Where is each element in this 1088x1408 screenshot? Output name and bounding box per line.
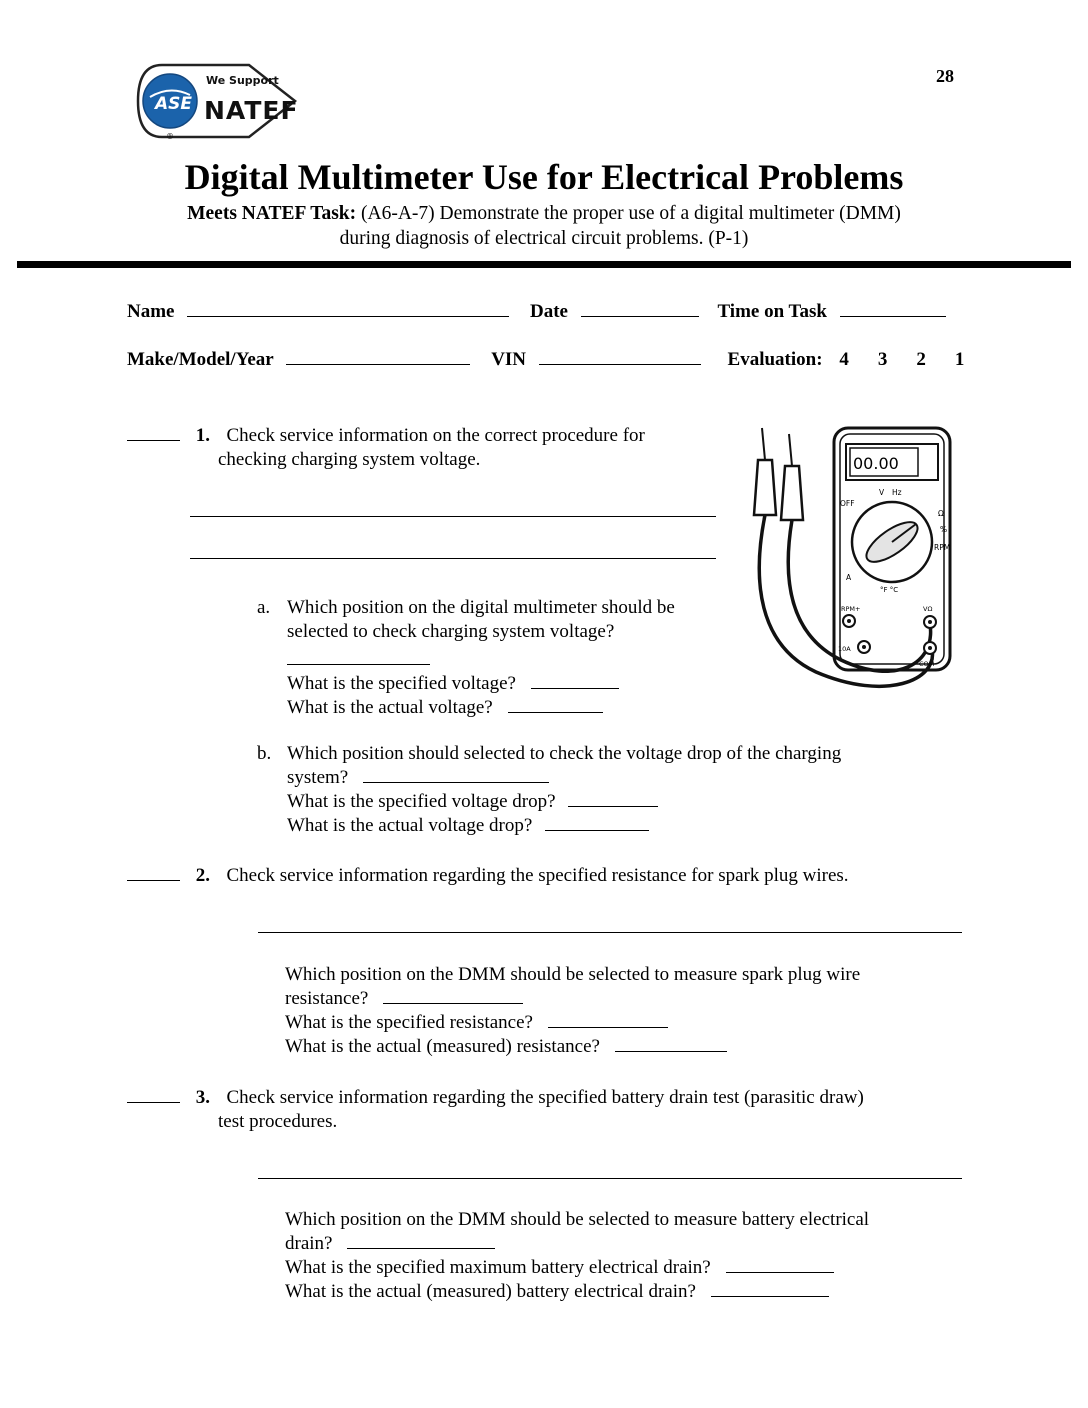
task-1-answer-line-1 [190, 516, 716, 517]
question-1b-q2-blank [545, 816, 649, 831]
question-1a-line-2: selected to check charging system voltage? [287, 621, 615, 642]
question-2-q3: What is the actual (measured) resistance? [285, 1036, 600, 1057]
task-2 [127, 864, 1057, 888]
question-1a-position-blank [287, 650, 430, 665]
question-1b-letter: b. [257, 743, 272, 764]
form-row-vehicle [127, 348, 1027, 372]
time-on-task-label: Time on Task [717, 301, 827, 322]
dial-off-label: OFF [840, 499, 855, 508]
jack-com-label: COM [919, 660, 935, 668]
task-statement-text: (A6-A-7) Demonstrate the proper use of a digital multimeter (DMM) [361, 203, 901, 224]
question-1a-q2-blank [508, 698, 603, 713]
registered-mark: ® [166, 132, 174, 141]
evaluation-label: Evaluation: [727, 349, 823, 370]
question-1a-q1-blank [531, 674, 619, 689]
question-2-position-blank [383, 989, 523, 1004]
make-model-year-blank [286, 350, 470, 365]
time-on-task-blank [840, 302, 946, 317]
natef-logo [128, 56, 310, 146]
question-2-q3-blank [615, 1037, 727, 1052]
question-3-q2-blank [726, 1258, 834, 1273]
vin-label: VIN [491, 349, 527, 370]
dial-percent-label: % [940, 525, 948, 534]
task-2-check-blank [127, 866, 180, 881]
we-support-label: We Support [206, 74, 279, 87]
question-2-line-1: Which position on the DMM should be selected to measure spark plug wire [285, 964, 861, 985]
question-1b-q1: What is the specified voltage drop? [287, 791, 556, 812]
date-label: Date [529, 301, 568, 322]
task-3-check-blank [127, 1088, 180, 1103]
ase-logo-text: ASE [155, 94, 193, 114]
question-3-line-2: drain? [285, 1233, 333, 1254]
question-3-position-blank [347, 1234, 495, 1249]
question-1a-q1: What is the specified voltage? [287, 673, 516, 694]
question-2-q2: What is the specified resistance? [285, 1012, 533, 1033]
question-1a [257, 596, 757, 720]
task-statement-line-1 [0, 202, 1088, 226]
header-divider [17, 261, 1071, 268]
meets-natef-task-label: Meets NATEF Task: [187, 203, 357, 224]
page-title: Digital Multimeter Use for Electrical Problems [184, 157, 904, 197]
task-statement-line-2: during diagnosis of electrical circuit problems. (P-1) [339, 228, 749, 249]
task-1-text-line-1: Check service information on the correct procedure for [226, 425, 645, 446]
task-3-number: 3. [195, 1087, 210, 1108]
task-2-text: Check service information regarding the specified resistance for spark plug wires. [226, 865, 849, 886]
date-blank [581, 302, 699, 317]
page-number: 28 [936, 66, 954, 86]
form-row-identity [127, 300, 1027, 324]
task-1-number: 1. [195, 425, 210, 446]
question-1b-line-1: Which position should selected to check the voltage drop of the charging [287, 743, 842, 764]
natef-label: NATEF [204, 96, 299, 125]
task-1-text-line-2: checking charging system voltage. [218, 449, 481, 470]
multimeter-illustration [746, 420, 976, 705]
question-1b-q1-blank [568, 792, 658, 807]
question-1a-q2: What is the actual voltage? [287, 697, 493, 718]
probe-2 [781, 466, 803, 520]
question-3-q3-blank [711, 1282, 829, 1297]
dial-ohm-label: Ω [938, 509, 944, 518]
evaluation-scores: 4 3 2 1 [839, 349, 967, 370]
dial-amp-label: A [846, 573, 852, 582]
name-label: Name [127, 301, 175, 322]
question-1b-line-2: system? [287, 767, 349, 788]
task-3 [127, 1086, 1057, 1134]
question-1b-position-blank [363, 768, 549, 783]
probe-1 [754, 460, 776, 515]
question-2 [285, 963, 1005, 1059]
jack-rpm-plus-label: RPM+ [841, 605, 861, 613]
task-1-check-blank [127, 426, 180, 441]
question-2-line-2: resistance? [285, 988, 369, 1009]
question-1a-letter: a. [257, 597, 271, 618]
dial-temp-label: °F °C [880, 586, 899, 594]
task-1 [127, 424, 787, 472]
question-1b [257, 742, 957, 838]
task-1-answer-line-2 [190, 558, 716, 559]
task-3-answer-line [258, 1178, 962, 1179]
task-2-answer-line [258, 932, 962, 933]
question-3-q2: What is the specified maximum battery electrical drain? [285, 1257, 711, 1278]
dial-rpm-label: RPM [934, 543, 951, 552]
probe-tip-1 [762, 428, 765, 460]
jack-10a-label: 10A [838, 645, 851, 653]
task-2-number: 2. [195, 865, 210, 886]
multimeter-display-value: 00.00 [853, 454, 899, 473]
question-3-q3: What is the actual (measured) battery electrical drain? [285, 1281, 696, 1302]
question-1b-q2: What is the actual voltage drop? [287, 815, 533, 836]
make-model-year-label: Make/Model/Year [127, 349, 274, 370]
question-1a-line-1: Which position on the digital multimeter should be [287, 597, 675, 618]
vin-blank [539, 350, 701, 365]
task-3-text-line-1: Check service information regarding the specified battery drain test (parasitic draw) [226, 1087, 864, 1108]
task-3-text-line-2: test procedures. [218, 1111, 338, 1132]
dial-volt-label: V [879, 488, 885, 497]
dial-hz-label: Hz [892, 488, 902, 497]
jack-vohm-label: VΩ [923, 605, 933, 613]
question-3-line-1: Which position on the DMM should be selected to measure battery electrical [285, 1209, 870, 1230]
probe-tip-2 [789, 434, 792, 466]
name-blank [187, 302, 509, 317]
question-2-q2-blank [548, 1013, 668, 1028]
question-3 [285, 1208, 1005, 1304]
